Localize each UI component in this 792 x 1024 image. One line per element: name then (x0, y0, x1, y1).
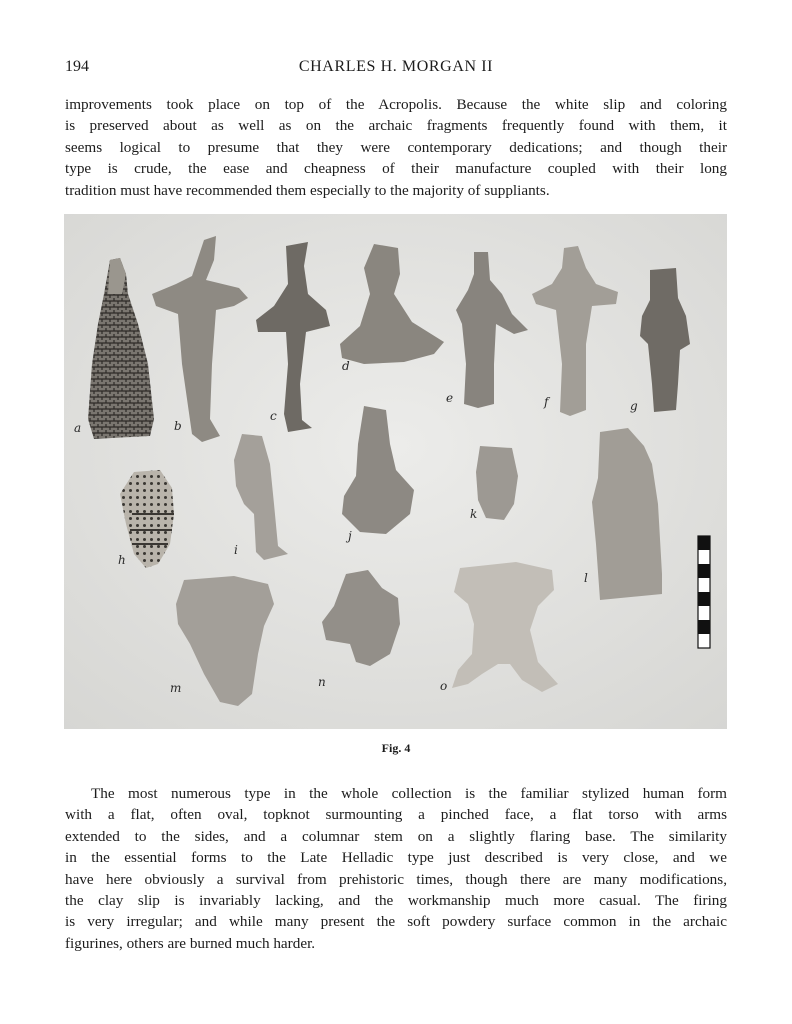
text-line: tradition must have recommended them especially to the majority of suppliants. (65, 181, 550, 199)
label-i: i (234, 543, 238, 557)
text-line: figurines, others are burned much harder. (65, 934, 316, 952)
text-line: is very irregular; and while many present the soft powdery surface common in the archaic (65, 913, 727, 931)
text-line: seems logical to presume that they were contemporary dedications; and though their (65, 138, 727, 156)
text-line: improvements took place on top of the Acropolis. Because the white slip and coloring (65, 96, 727, 113)
scale-bar (698, 536, 710, 648)
label-e: e (446, 391, 454, 405)
text-line: extended to the sides, and a columnar stem on a slightly flaring base. The similarity (65, 827, 727, 845)
text-line: is preserved about as well as on the archaic fragments frequently found with them, it (65, 117, 727, 135)
label-m: m (170, 681, 182, 695)
label-n: n (318, 675, 326, 689)
label-j: j (348, 529, 352, 543)
running-head: CHARLES H. MORGAN II (298, 58, 494, 75)
figure-caption: Fig. 4 (381, 741, 411, 755)
label-g: g (630, 399, 638, 413)
paragraph-bottom (65, 783, 727, 954)
label-c: c (270, 409, 277, 423)
text-line: with a flat, often oval, topknot surmounting a pinched face, a flat torso with arms (65, 806, 727, 824)
figure-photograph (64, 214, 727, 729)
label-b: b (174, 419, 182, 433)
label-d: d (342, 359, 350, 373)
page-number: 194 (65, 58, 89, 75)
text-line: in the essential forms to the Late Helladic type just described is very close, and we (65, 849, 727, 867)
text-line: type is crude, the ease and cheapness of their manufacture coupled with their long (65, 160, 727, 178)
label-k: k (470, 507, 478, 521)
text-line: The most numerous type in the whole collection is the familiar stylized human form (91, 785, 727, 802)
label-a: a (74, 421, 82, 435)
paragraph-top (65, 94, 727, 201)
label-f: f (544, 395, 549, 409)
label-o: o (440, 679, 448, 693)
text-line: have here obviously a survival from prehistoric times, though there are many modifications, (65, 870, 727, 888)
label-l: l (584, 571, 588, 585)
text-line: the clay slip is invariably lacking, and the workmanship much more casual. The firing (65, 892, 727, 910)
label-h: h (118, 553, 126, 567)
